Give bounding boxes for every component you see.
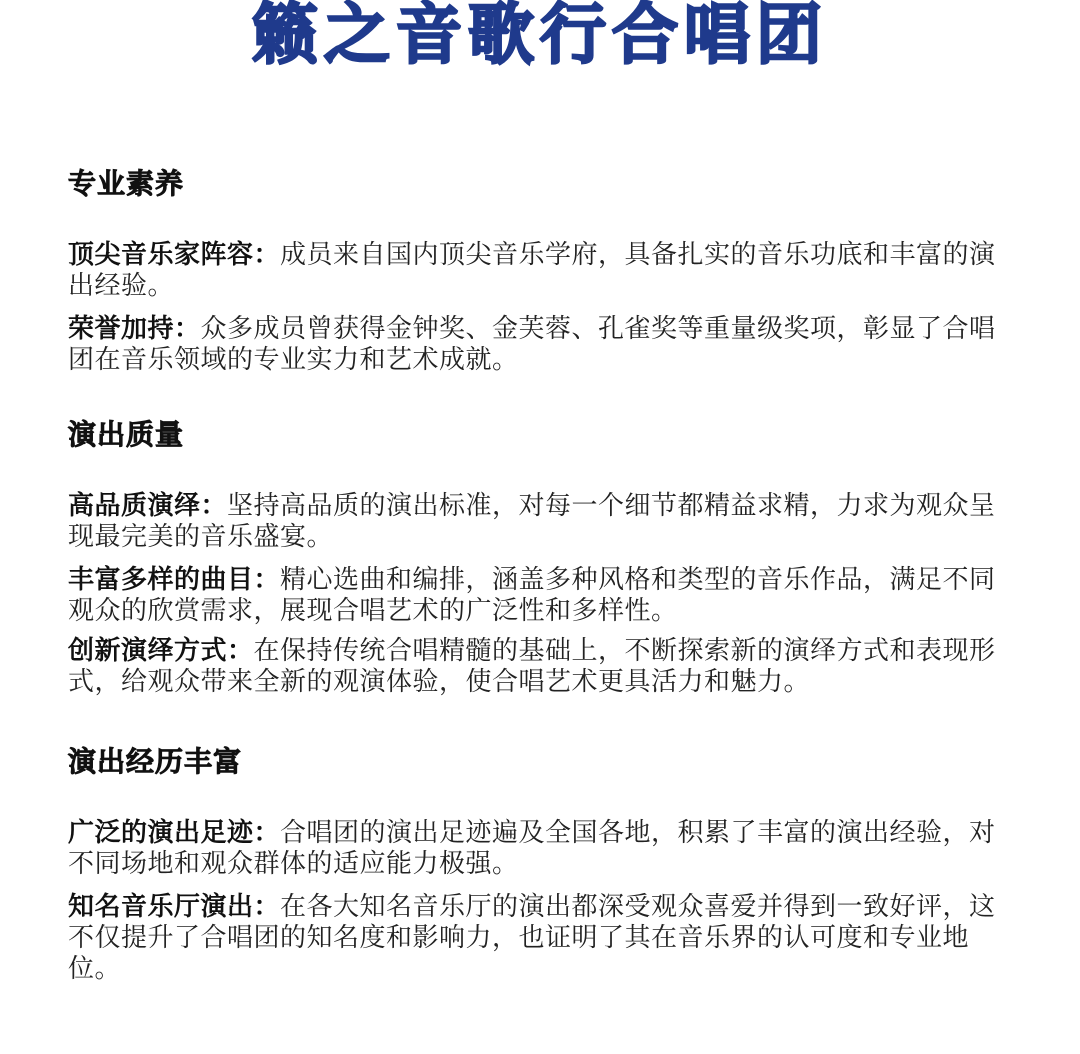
paragraph-label: 顶尖音乐家阵容：: [68, 240, 281, 270]
paragraph-repertoire: [68, 565, 1018, 627]
section-heading-performance-quality: 演出质量: [68, 418, 185, 451]
paragraph-label: 知名音乐厅演出：: [68, 892, 281, 922]
paragraph-concert-halls: [68, 892, 1018, 985]
paragraph-label: 丰富多样的曲目：: [68, 565, 281, 595]
paragraph-text: 在保持传统合唱精髓的基础上，不断探索新的演绎方式和表现形式，给观众带来全新的观演体验，使合唱艺术更具活力和魅力。: [68, 636, 996, 697]
paragraph-top-musicians: [68, 240, 1018, 302]
paragraph-innovation: [68, 636, 1018, 698]
paragraph-label: 荣誉加持：: [68, 314, 201, 344]
paragraph-label: 广泛的演出足迹：: [68, 818, 281, 848]
paragraph-label: 高品质演绎：: [68, 491, 228, 521]
page-title: 籁之音歌行合唱团: [252, 0, 828, 73]
paragraph-text: 众多成员曾获得金钟奖、金芙蓉、孔雀奖等重量级奖项，彰显了合唱团在音乐领域的专业实力和艺术成就。: [68, 314, 996, 375]
paragraph-text: 在各大知名音乐厅的演出都深受观众喜爱并得到一致好评，这不仅提升了合唱团的知名度和影响力，也证明了其在音乐界的认可度和专业地位。: [68, 892, 996, 984]
section-heading-professionalism: 专业素养: [68, 167, 185, 200]
paragraph-text: 精心选曲和编排，涵盖多种风格和类型的音乐作品，满足不同观众的欣赏需求，展现合唱艺术的广泛性和多样性。: [68, 565, 996, 626]
paragraph-high-quality: [68, 491, 1018, 553]
paragraph-text: 合唱团的演出足迹遍及全国各地，积累了丰富的演出经验，对不同场地和观众群体的适应能力极强。: [68, 818, 996, 879]
paragraph-footprint: [68, 818, 1018, 880]
paragraph-label: 创新演绎方式：: [68, 636, 254, 666]
section-heading-experience: 演出经历丰富: [68, 745, 243, 778]
paragraph-text: 成员来自国内顶尖音乐学府，具备扎实的音乐功底和丰富的演出经验。: [68, 240, 996, 301]
paragraph-honors: [68, 314, 1018, 376]
paragraph-text: 坚持高品质的演出标准，对每一个细节都精益求精，力求为观众呈现最完美的音乐盛宴。: [68, 491, 996, 552]
